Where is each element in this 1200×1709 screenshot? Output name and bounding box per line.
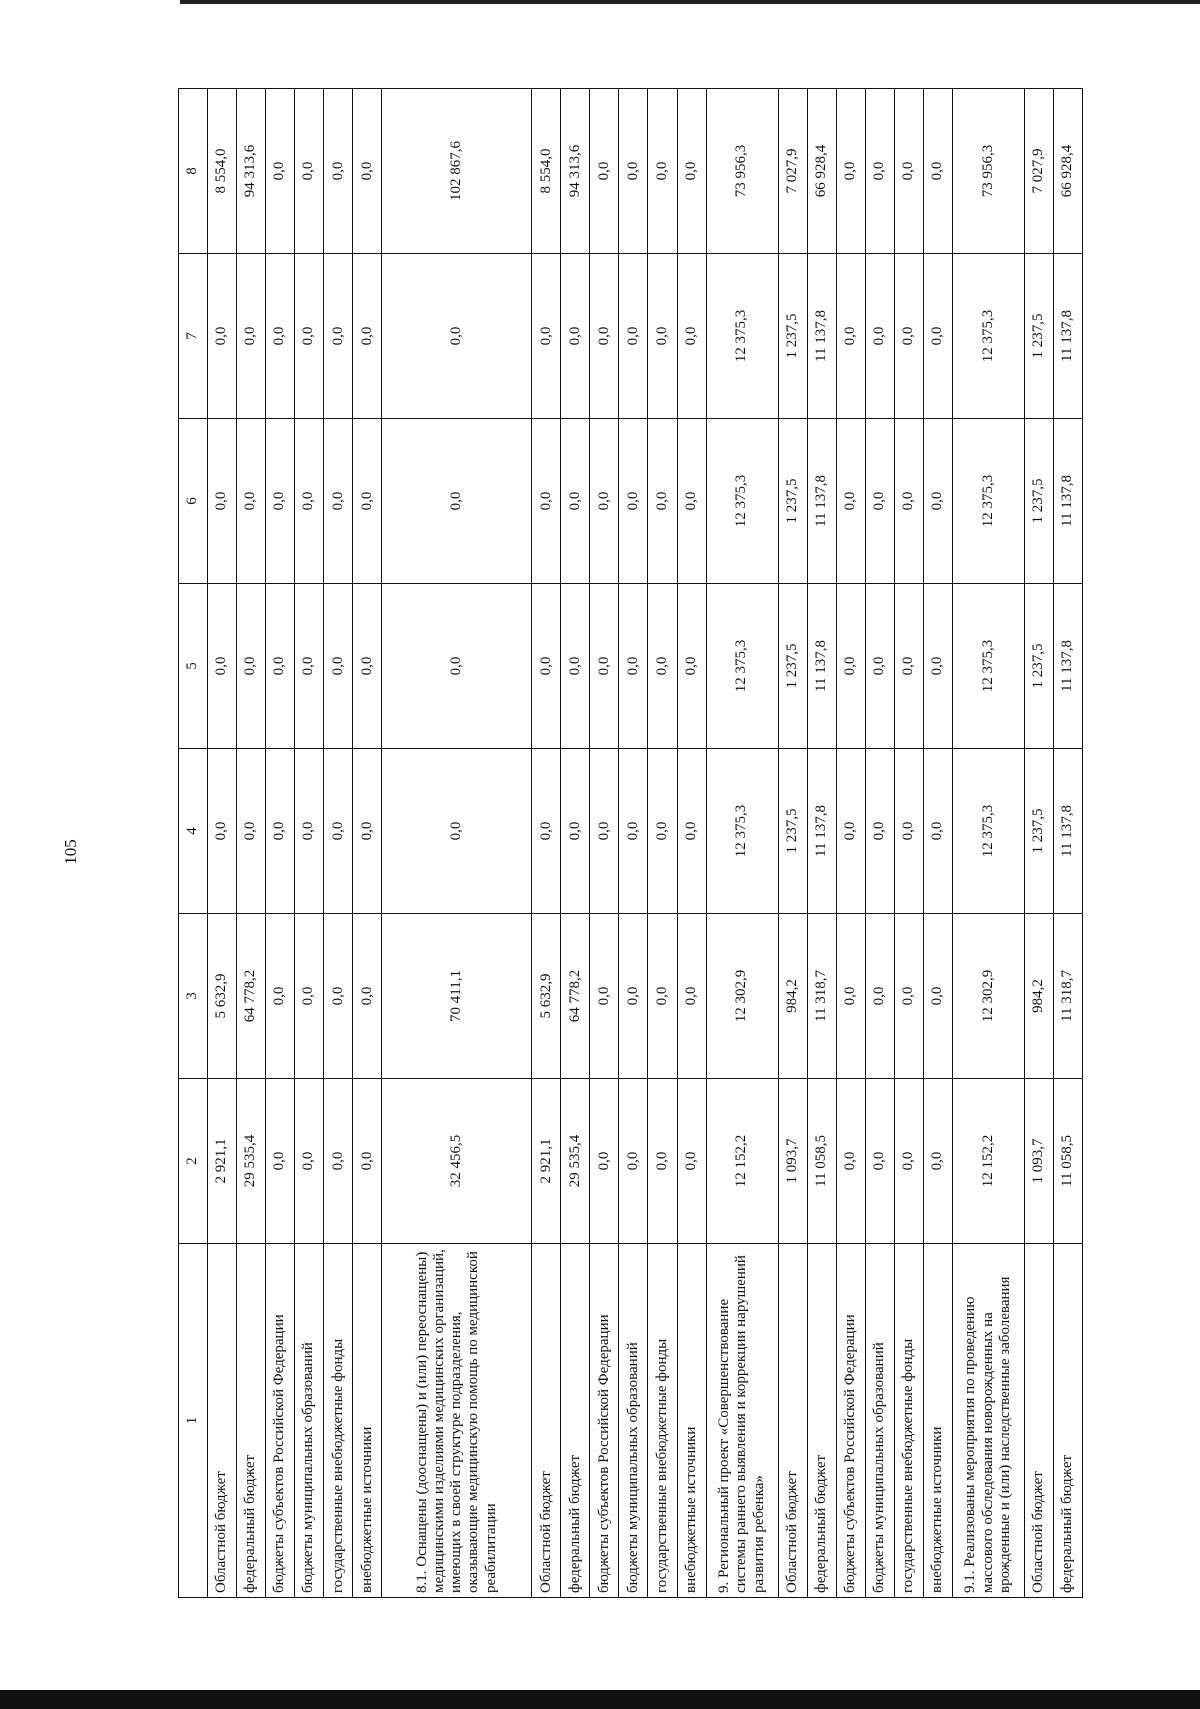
col-header: 7 [179,254,208,419]
row-label: Областной бюджет [778,1244,807,1598]
cell-value: 0,0 [619,914,648,1079]
table-row [865,89,894,1598]
row-label: 8.1. Оснащены (дооснащены) и (или) переоснащены) медицинскими изделиями медицинских организаций, имеющих в своей структуре подразделения, оказывающие медицинскую помощь по медицинской реабилитации [382,1244,532,1598]
cell-value: 0,0 [590,89,619,254]
row-label: бюджеты муниципальных образований [865,1244,894,1598]
cell-value: 94 313,6 [561,89,590,254]
cell-value: 0,0 [677,1079,706,1244]
cell-value: 12 302,9 [952,914,1024,1079]
cell-value: 984,2 [1024,914,1053,1079]
row-label: государственные внебюджетные фонды [324,1244,353,1598]
table-row [532,89,561,1598]
cell-value: 12 375,3 [952,749,1024,914]
row-label: государственные внебюджетные фонды [894,1244,923,1598]
cell-value: 12 375,3 [952,584,1024,749]
cell-value: 0,0 [619,89,648,254]
cell-value: 0,0 [677,749,706,914]
cell-value: 11 137,8 [1053,419,1082,584]
cell-value: 66 928,4 [1053,89,1082,254]
cell-value: 0,0 [865,419,894,584]
cell-value: 0,0 [561,749,590,914]
cell-value: 0,0 [677,914,706,1079]
table-row [807,89,836,1598]
table-row [894,89,923,1598]
table-body [208,89,1083,1598]
cell-value: 12 375,3 [952,419,1024,584]
cell-value: 0,0 [894,914,923,1079]
cell-value: 0,0 [324,89,353,254]
table-row [237,89,266,1598]
table-row [619,89,648,1598]
cell-value: 94 313,6 [237,89,266,254]
cell-value: 0,0 [894,1079,923,1244]
cell-value: 12 375,3 [952,254,1024,419]
cell-value: 0,0 [532,584,561,749]
cell-value: 11 318,7 [1053,914,1082,1079]
cell-value: 1 237,5 [1024,254,1053,419]
cell-value: 0,0 [677,584,706,749]
cell-value: 0,0 [648,89,677,254]
cell-value: 0,0 [266,89,295,254]
cell-value: 0,0 [677,419,706,584]
cell-value: 0,0 [590,419,619,584]
col-header: 4 [179,749,208,914]
row-label: федеральный бюджет [237,1244,266,1598]
cell-value: 0,0 [590,1079,619,1244]
cell-value: 11 058,5 [807,1079,836,1244]
cell-value: 11 137,8 [807,419,836,584]
cell-value: 0,0 [353,914,382,1079]
cell-value: 0,0 [237,254,266,419]
cell-value: 0,0 [382,419,532,584]
header-row [179,89,208,1598]
cell-value: 0,0 [894,89,923,254]
col-header: 1 [179,1244,208,1598]
cell-value: 11 137,8 [807,749,836,914]
cell-value: 0,0 [865,89,894,254]
table-row [677,89,706,1598]
table-row [266,89,295,1598]
row-label: бюджеты муниципальных образований [295,1244,324,1598]
cell-value: 32 456,5 [382,1079,532,1244]
cell-value: 0,0 [561,584,590,749]
cell-value: 0,0 [324,419,353,584]
cell-value: 0,0 [894,584,923,749]
cell-value: 0,0 [923,1079,952,1244]
table-row [295,89,324,1598]
cell-value: 0,0 [836,89,865,254]
table-row [324,89,353,1598]
budget-table [178,88,1083,1598]
cell-value: 7 027,9 [778,89,807,254]
cell-value: 102 867,6 [382,89,532,254]
cell-value: 7 027,9 [1024,89,1053,254]
cell-value: 0,0 [648,914,677,1079]
cell-value: 11 137,8 [1053,584,1082,749]
cell-value: 1 237,5 [778,584,807,749]
row-label: Областной бюджет [532,1244,561,1598]
cell-value: 8 554,0 [532,89,561,254]
table-row [706,89,778,1598]
cell-value: 0,0 [648,584,677,749]
cell-value: 0,0 [865,749,894,914]
cell-value: 0,0 [324,584,353,749]
cell-value: 0,0 [532,749,561,914]
cell-value: 0,0 [266,1079,295,1244]
cell-value: 70 411,1 [382,914,532,1079]
cell-value: 0,0 [237,419,266,584]
cell-value: 0,0 [382,584,532,749]
col-header: 3 [179,914,208,1079]
cell-value: 0,0 [353,749,382,914]
cell-value: 0,0 [324,254,353,419]
cell-value: 0,0 [865,914,894,1079]
cell-value: 0,0 [648,749,677,914]
cell-value: 0,0 [836,1079,865,1244]
cell-value: 12 375,3 [706,584,778,749]
cell-value: 1 237,5 [1024,584,1053,749]
cell-value: 1 237,5 [1024,749,1053,914]
cell-value: 0,0 [295,89,324,254]
cell-value: 12 152,2 [706,1079,778,1244]
cell-value: 0,0 [619,584,648,749]
cell-value: 0,0 [619,419,648,584]
cell-value: 0,0 [923,914,952,1079]
cell-value: 0,0 [237,584,266,749]
table-row [1024,89,1053,1598]
cell-value: 0,0 [353,584,382,749]
row-label: внебюджетные источники [677,1244,706,1598]
cell-value: 0,0 [266,254,295,419]
cell-value: 5 632,9 [532,914,561,1079]
cell-value: 0,0 [590,749,619,914]
cell-value: 12 375,3 [706,419,778,584]
row-label: 9.1. Реализованы мероприятия по проведению массового обследования новорожденных на врожденные и (или) наследственные заболевания [952,1244,1024,1598]
cell-value: 11 137,8 [807,584,836,749]
cell-value: 12 302,9 [706,914,778,1079]
cell-value: 73 956,3 [706,89,778,254]
cell-value: 1 237,5 [1024,419,1053,584]
table-row [590,89,619,1598]
row-label: внебюджетные источники [353,1244,382,1598]
cell-value: 0,0 [923,584,952,749]
cell-value: 1 237,5 [778,254,807,419]
cell-value: 0,0 [532,419,561,584]
cell-value: 0,0 [382,749,532,914]
cell-value: 5 632,9 [208,914,237,1079]
table-row [1053,89,1082,1598]
cell-value: 0,0 [865,1079,894,1244]
col-header: 8 [179,89,208,254]
cell-value: 0,0 [836,584,865,749]
cell-value: 11 137,8 [1053,254,1082,419]
table-row [382,89,532,1598]
cell-value: 0,0 [353,1079,382,1244]
cell-value: 0,0 [865,584,894,749]
col-header: 5 [179,584,208,749]
cell-value: 11 137,8 [1053,749,1082,914]
cell-value: 0,0 [266,914,295,1079]
row-label: федеральный бюджет [1053,1244,1082,1598]
row-label: 9. Региональный проект «Совершенствование системы раннего выявления и коррекции нарушений развития ребенка» [706,1244,778,1598]
cell-value: 0,0 [677,89,706,254]
cell-value: 2 921,1 [208,1079,237,1244]
cell-value: 29 535,4 [561,1079,590,1244]
rotated-table-frame [178,88,1083,1598]
cell-value: 0,0 [894,254,923,419]
cell-value: 0,0 [561,419,590,584]
cell-value: 0,0 [208,419,237,584]
cell-value: 0,0 [894,749,923,914]
cell-value: 0,0 [865,254,894,419]
cell-value: 0,0 [266,584,295,749]
cell-value: 0,0 [836,749,865,914]
cell-value: 11 137,8 [807,254,836,419]
cell-value: 0,0 [648,419,677,584]
cell-value: 0,0 [295,749,324,914]
cell-value: 0,0 [677,254,706,419]
cell-value: 0,0 [894,419,923,584]
cell-value: 0,0 [648,1079,677,1244]
cell-value: 0,0 [923,419,952,584]
row-label: бюджеты субъектов Российской Федерации [836,1244,865,1598]
row-label: бюджеты субъектов Российской Федерации [590,1244,619,1598]
cell-value: 1 237,5 [778,749,807,914]
cell-value: 0,0 [353,419,382,584]
top-rule [180,0,1200,4]
cell-value: 984,2 [778,914,807,1079]
cell-value: 73 956,3 [952,89,1024,254]
cell-value: 0,0 [237,749,266,914]
row-label: бюджеты субъектов Российской Федерации [266,1244,295,1598]
cell-value: 0,0 [619,1079,648,1244]
table-row [778,89,807,1598]
cell-value: 1 237,5 [778,419,807,584]
cell-value: 0,0 [208,584,237,749]
cell-value: 0,0 [266,419,295,584]
col-header: 6 [179,419,208,584]
cell-value: 0,0 [561,254,590,419]
cell-value: 0,0 [266,749,295,914]
row-label: Областной бюджет [208,1244,237,1598]
cell-value: 0,0 [532,254,561,419]
cell-value: 1 093,7 [1024,1079,1053,1244]
cell-value: 0,0 [619,749,648,914]
table-row [836,89,865,1598]
cell-value: 12 375,3 [706,254,778,419]
col-header: 2 [179,1079,208,1244]
cell-value: 0,0 [324,749,353,914]
cell-value: 1 093,7 [778,1079,807,1244]
cell-value: 0,0 [324,914,353,1079]
cell-value: 0,0 [836,419,865,584]
cell-value: 0,0 [295,1079,324,1244]
cell-value: 0,0 [295,914,324,1079]
cell-value: 64 778,2 [561,914,590,1079]
table-row [208,89,237,1598]
table-row [648,89,677,1598]
cell-value: 0,0 [324,1079,353,1244]
page-number: 105 [60,839,80,865]
table-row [561,89,590,1598]
cell-value: 29 535,4 [237,1079,266,1244]
cell-value: 0,0 [208,749,237,914]
cell-value: 66 928,4 [807,89,836,254]
row-label: Областной бюджет [1024,1244,1053,1598]
table-container [178,88,1083,1598]
cell-value: 0,0 [923,254,952,419]
cell-value: 12 375,3 [706,749,778,914]
cell-value: 0,0 [208,254,237,419]
cell-value: 0,0 [353,254,382,419]
table-row [353,89,382,1598]
row-label: бюджеты муниципальных образований [619,1244,648,1598]
cell-value: 0,0 [836,254,865,419]
bottom-rule [0,1690,1200,1709]
cell-value: 0,0 [923,749,952,914]
cell-value: 11 318,7 [807,914,836,1079]
cell-value: 0,0 [295,584,324,749]
cell-value: 0,0 [295,254,324,419]
cell-value: 2 921,1 [532,1079,561,1244]
cell-value: 64 778,2 [237,914,266,1079]
row-label: федеральный бюджет [807,1244,836,1598]
cell-value: 0,0 [923,89,952,254]
cell-value: 0,0 [590,914,619,1079]
cell-value: 0,0 [619,254,648,419]
cell-value: 0,0 [382,254,532,419]
cell-value: 0,0 [590,584,619,749]
cell-value: 11 058,5 [1053,1079,1082,1244]
cell-value: 12 152,2 [952,1079,1024,1244]
cell-value: 0,0 [295,419,324,584]
table-row [923,89,952,1598]
row-label: внебюджетные источники [923,1244,952,1598]
row-label: федеральный бюджет [561,1244,590,1598]
table-row [952,89,1024,1598]
cell-value: 8 554,0 [208,89,237,254]
cell-value: 0,0 [590,254,619,419]
cell-value: 0,0 [836,914,865,1079]
cell-value: 0,0 [353,89,382,254]
row-label: государственные внебюджетные фонды [648,1244,677,1598]
cell-value: 0,0 [648,254,677,419]
